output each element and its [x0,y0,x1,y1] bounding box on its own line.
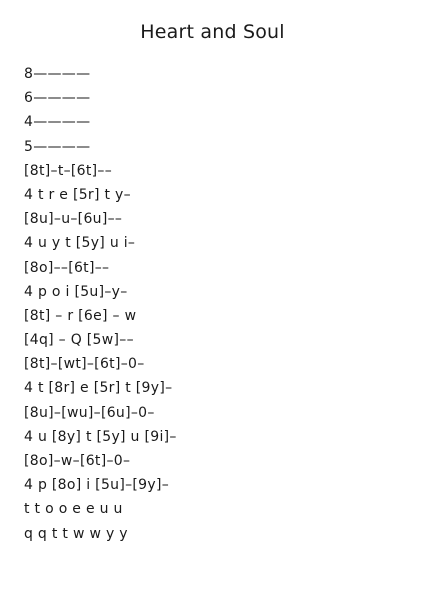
notation-line: [8t] – r [6e] – w [24,307,137,324]
document-title: Heart and Soul [140,21,285,43]
notation-line: 4 t r e [5r] t y– [24,186,131,203]
notation-line: 8———— [24,66,91,82]
notation-line: [8t]–t–[6t]–– [24,162,113,179]
notation-line: 4 p o i [5u]–y– [24,283,128,300]
notation-line: [8u]–[wu]–[6u]–0– [24,404,155,421]
notation-line: 5———— [24,138,91,155]
notation-line: 4 u y t [5y] u i– [24,235,136,252]
notation-lines [24,62,404,546]
notation-line: [4q] – Q [5w]–– [24,332,134,349]
notation-line: q q t t w w y y [24,525,128,542]
notation-line: 4 u [8y] t [5y] u [9i]– [24,428,177,445]
notation-line: [8o]–w–[6t]–0– [24,453,131,469]
notation-line: 4 t [8r] e [5r] t [9y]– [24,380,173,397]
notation-line: 4 p [8o] i [5u]–[9y]– [24,477,170,494]
notation-line: [8u]–u–[6u]–– [24,211,123,228]
notation-line: t t o o e e u u [24,501,123,518]
notation-line: 6———— [24,90,91,107]
notation-line: 4———— [24,114,91,131]
notation-line: [8o]––[6t]–– [24,259,110,276]
notation-line: [8t]–[wt]–[6t]–0– [24,356,145,373]
